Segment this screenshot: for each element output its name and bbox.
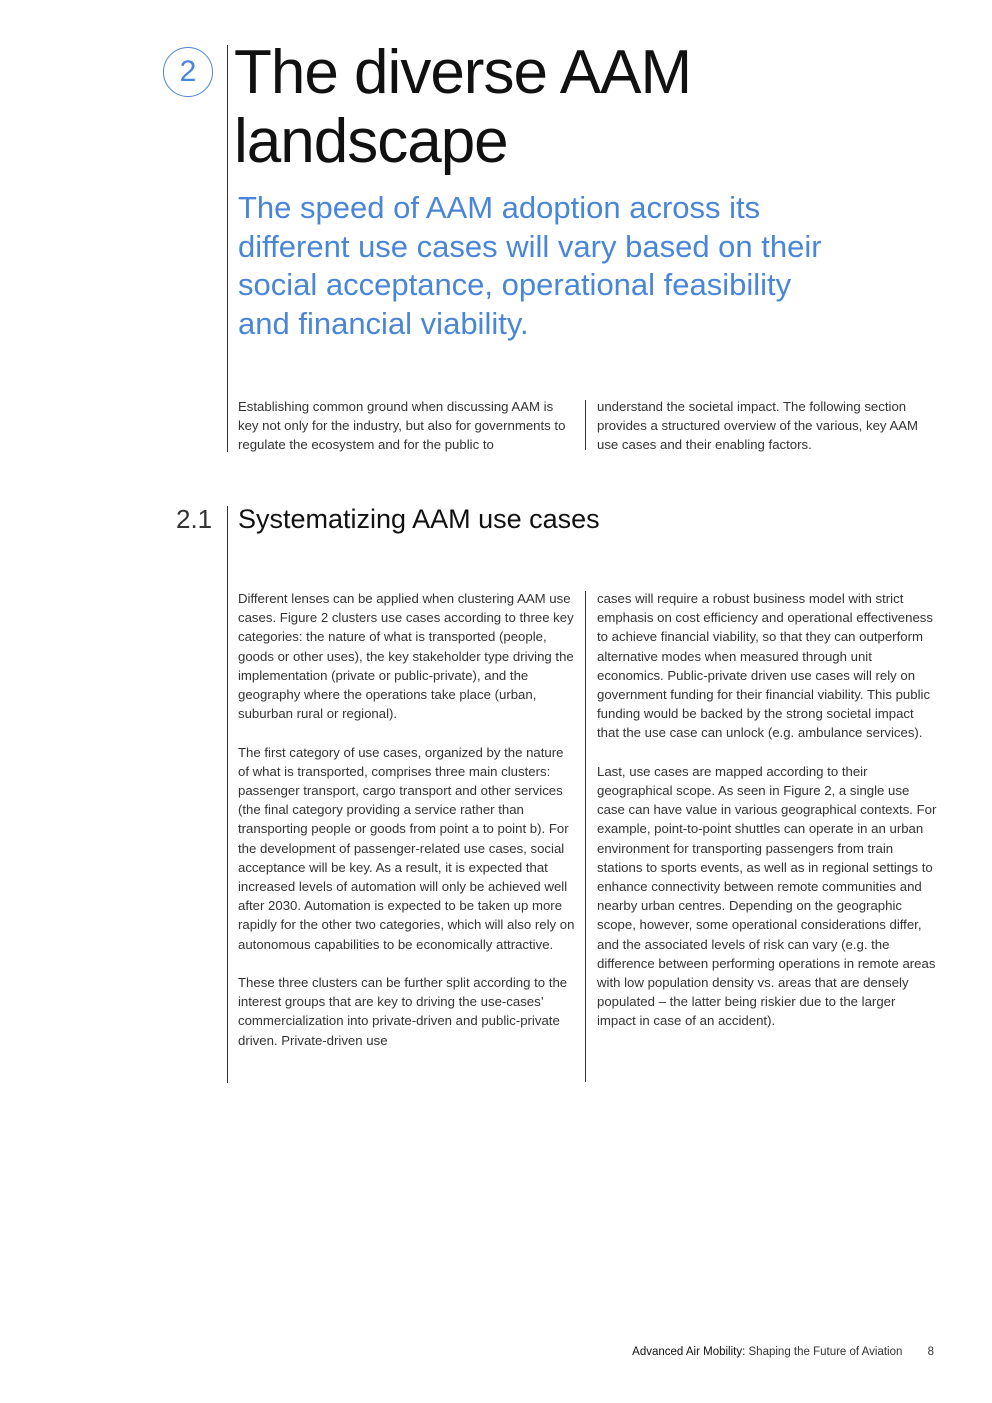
footer-publication-title: Shaping the Future of Aviation <box>748 1346 903 1358</box>
title-line-2: landscape <box>234 107 508 176</box>
title-line-1: The diverse AAM <box>234 38 692 107</box>
body-paragraph: These three clusters can be further split according to the interest groups that are key to driving the use-cases’ commercialization into private-driven and public-private driven. Private-driven use <box>238 975 568 1048</box>
body-right-column <box>597 589 937 1031</box>
intro-left-column <box>238 397 576 455</box>
section-divider <box>227 506 228 1083</box>
body-paragraph: The first category of use cases, organized by the nature of what is transported, comprises three main clusters: passenger transport, cargo transport and other services (the final category providing a service rather than transporting people or goods from point a to point b). For the development of passenger-related use cases, social acceptance will be key. As a result, it is expected that increased levels of automation will only be achieved well after 2030. Automation is expected to be taken up more rapidly for the other two categories, which will also rely on autonomous capabilities to be economically attractive. <box>238 744 575 952</box>
chapter-divider <box>227 45 228 452</box>
page-footer <box>632 1346 934 1358</box>
chapter-subtitle: The speed of AAM adoption across its different use cases will vary based on their social acceptance, operational feasibility and financial viability. <box>238 190 822 341</box>
body-left-column <box>238 589 576 1050</box>
section-number: 2.1 <box>176 504 213 534</box>
section-title: Systematizing AAM use cases <box>238 504 600 534</box>
page-number: 8 <box>927 1346 934 1358</box>
page-title <box>234 38 691 176</box>
intro-right-text: understand the societal impact. The following section provides a structured overview of the various, key AAM use cases and their enabling factors. <box>597 399 919 453</box>
body-paragraph: Last, use cases are mapped according to their geographical scope. As seen in Figure 2, a single use case can have value in various geographical contexts. For example, point-to-point shuttles can operate in an urban environment for transporting passengers from train stations to sports events, as well as in regional settings to enhance connectivity between remote communities and nearby urban centres. Depending on the geographic scope, however, some operational considerations differ, and the associated levels of risk can vary (e.g. the difference between performing operations in remote areas with low population density vs. areas that are densely populated – the latter being riskier due to the larger impact in case of an accident). <box>597 763 937 1029</box>
intro-right-column <box>597 397 935 455</box>
intro-column-divider <box>585 400 586 450</box>
body-paragraph: Different lenses can be applied when clustering AAM use cases. Figure 2 clusters use cases according to three key categories: the nature of what is transported (people, goods or other uses), the key stakeholder type driving the implementation (private or public-private), and the geography where the operations take place (urban, suburban rural or regional). <box>238 591 574 722</box>
footer-publication-bold: Advanced Air Mobility: <box>632 1346 746 1358</box>
intro-left-text: Establishing common ground when discussing AAM is key not only for the industry, but also for governments to regulate the ecosystem and for the public to <box>238 399 566 453</box>
body-column-divider <box>585 591 586 1082</box>
chapter-number-badge: 2 <box>163 47 213 97</box>
body-paragraph: cases will require a robust business model with strict emphasis on cost efficiency and operational effectiveness to achieve financial viability, so that they can outperform alternative modes when measured through unit economics. Public-private driven use cases will rely on government funding for their financial viability. This public funding would be backed by the strong societal impact that the use case can unlock (e.g. ambulance services). <box>597 591 933 741</box>
